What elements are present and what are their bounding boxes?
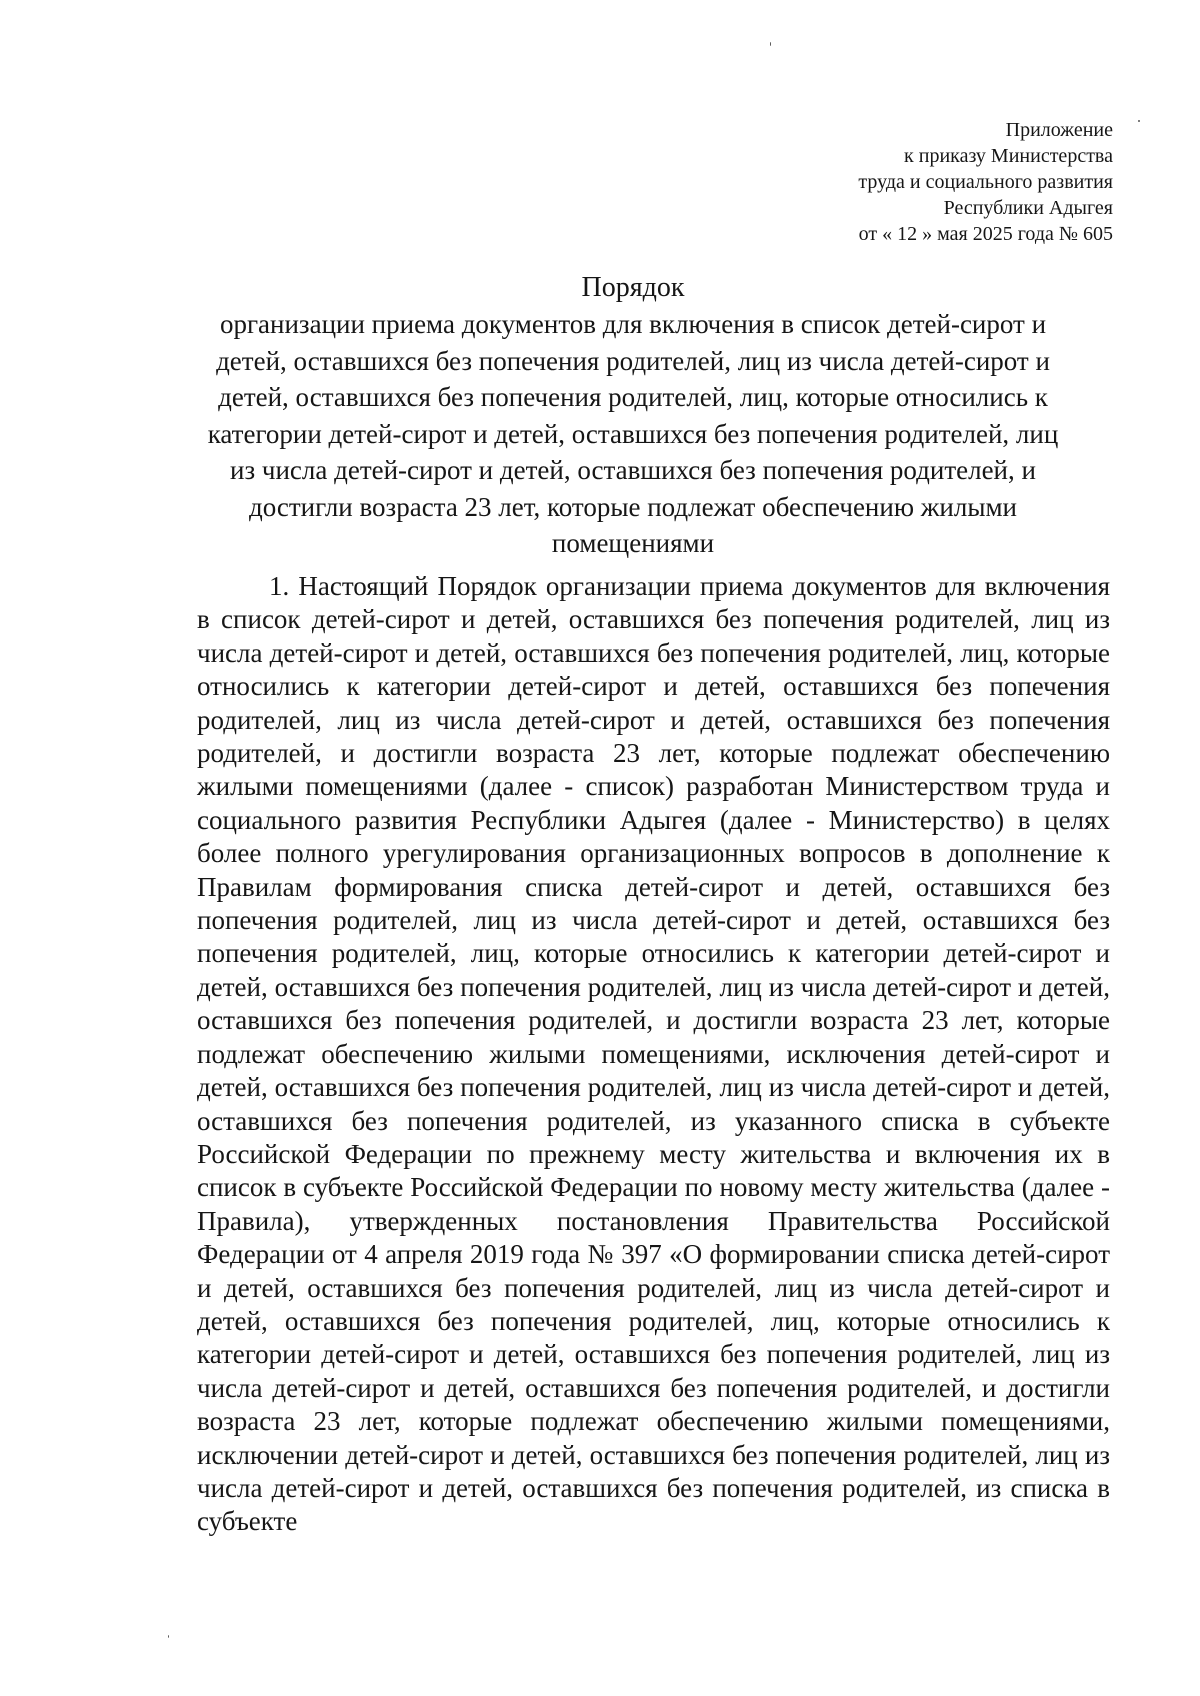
title-block [195,270,1071,562]
appendix-header [858,117,1113,247]
appendix-line: к приказу Министерства [904,145,1113,167]
document-subtitle: организации приема документов для включения в список детей-сирот и детей, оставшихся без попечения родителей, лиц из числа детей-сирот и детей, оставшихся без попечения родителей, лиц, которые относились к категории детей-сирот и детей, оставшихся без попечения родителей, лиц из числа детей-сирот и детей, оставшихся без попечения родителей, и достигли возраста 23 лет, которые подлежат обеспечению жилыми помещениями [207,309,1059,558]
scan-speck [770,42,771,46]
appendix-line: Республики Адыгея [943,197,1113,219]
appendix-order-date-line: от « 12 » мая 2025 года № 605 [858,223,1113,245]
scan-speck [168,1635,169,1638]
appendix-line: Приложение [1005,119,1113,141]
document-title: Порядок [581,272,685,303]
appendix-line: труда и социального развития [858,171,1113,193]
scan-speck [1138,120,1140,122]
paragraph-1: 1. Настоящий Порядок организации приема документов для включения в список детей-сирот и детей, оставшихся без попечения родителей, лиц из числа детей-сирот и детей, оставшихся без попечения родителей, лиц, которые относились к категории детей-сирот и детей, оставшихся без попечения родителей, лиц из числа детей-сирот и детей, оставшихся без попечения родителей, и достигли возраста 23 лет, которые подлежат обеспечению жилыми помещениями (далее - список) разработан Министерством труда и социального развития Республики Адыгея (далее - Министерство) в целях более полного урегулирования организационных вопросов в дополнение к Правилам формирования списка детей-сирот и детей, оставшихся без попечения родителей, лиц из числа детей-сирот и детей, оставшихся без попечения родителей, лиц, которые относились к категории детей-сирот и детей, оставшихся без попечения родителей, лиц из числа детей-сирот и детей, оставшихся без попечения родителей, и достигли возраста 23 лет, которые подлежат обеспечению жилыми помещениями, исключения детей-сирот и детей, оставшихся без попечения родителей, лиц из числа детей-сирот и детей, оставшихся без попечения родителей, из указанного списка в субъекте Российской Федерации по прежнему месту жительства и включения их в список в субъекте Российской Федерации по новому месту жительства (далее - Правила), утвержденных постановления Правительства Российской Федерации от 4 апреля 2019 года № 397 «О формировании списка детей-сирот и детей, оставшихся без попечения родителей, лиц из числа детей-сирот и детей, оставшихся без попечения родителей, лиц, которые относились к категории детей-сирот и детей, оставшихся без попечения родителей, лиц из числа детей-сирот и детей, оставшихся без попечения родителей, и достигли возраста 23 лет, которые подлежат обеспечению жилыми помещениями, исключении детей-сирот и детей, оставшихся без попечения родителей, лиц из числа детей-сирот и детей, оставшихся без попечения родителей, из списка в субъекте [197,571,1110,1537]
